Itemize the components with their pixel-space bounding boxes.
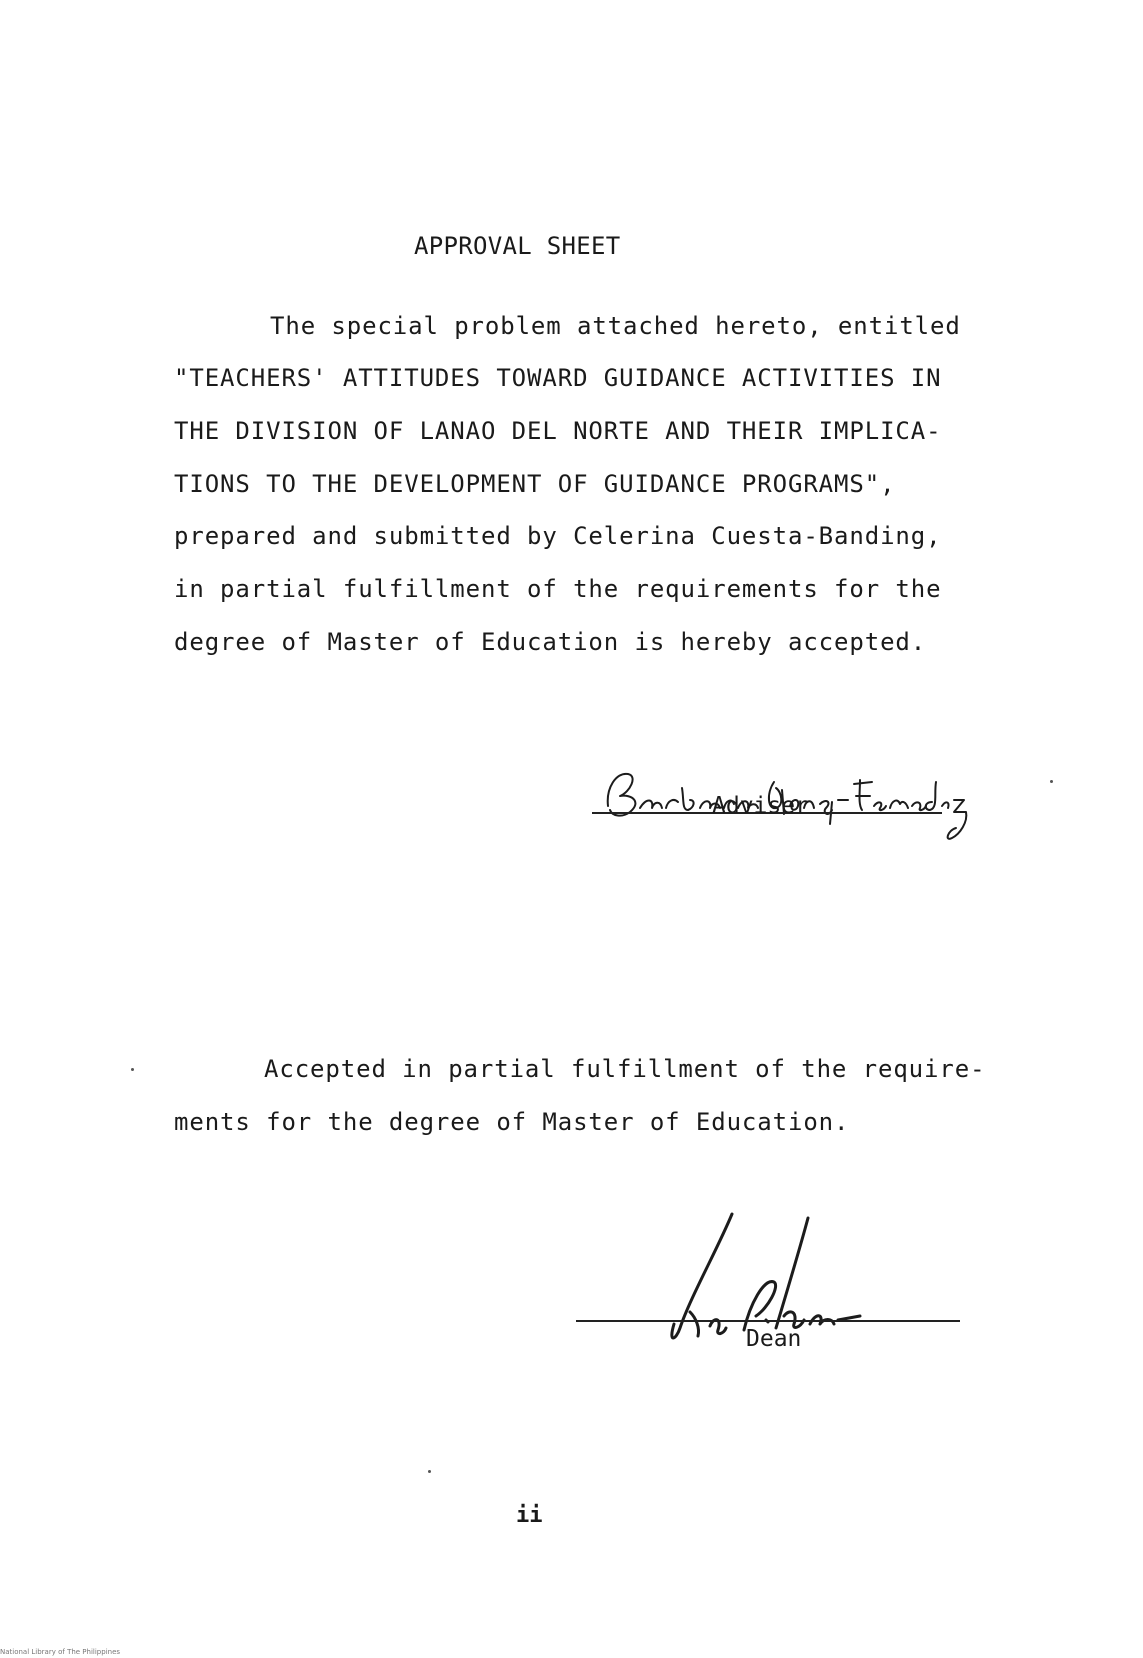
- scan-speck: [131, 1068, 134, 1071]
- approval-line: degree of Master of Education is hereby accepted.: [174, 628, 927, 656]
- approval-line: prepared and submitted by Celerina Cuesta-Banding,: [174, 522, 942, 550]
- acceptance-line: ments for the degree of Master of Education.: [174, 1108, 850, 1136]
- dean-role-label: Dean: [746, 1326, 802, 1352]
- scan-speck: [428, 1470, 431, 1473]
- page-number: ii: [516, 1503, 543, 1528]
- page-title: APPROVAL SHEET: [414, 232, 621, 260]
- scan-speck: [1050, 780, 1053, 783]
- approval-line: TIONS TO THE DEVELOPMENT OF GUIDANCE PROGRAMS",: [174, 470, 896, 498]
- acceptance-line: Accepted in partial fulfillment of the require-: [264, 1055, 986, 1083]
- footer-watermark: National Library of The Philippines: [0, 1648, 121, 1656]
- adviser-role-label: Adviser: [712, 793, 809, 819]
- dean-signature-line: [576, 1320, 960, 1322]
- approval-line: THE DIVISION OF LANAO DEL NORTE AND THEIR IMPLICA-: [174, 417, 942, 445]
- approval-line: The special problem attached hereto, entitled: [270, 312, 961, 340]
- approval-line: "TEACHERS' ATTITUDES TOWARD GUIDANCE ACTIVITIES IN: [174, 364, 942, 392]
- approval-line: in partial fulfillment of the requirements for the: [174, 575, 942, 603]
